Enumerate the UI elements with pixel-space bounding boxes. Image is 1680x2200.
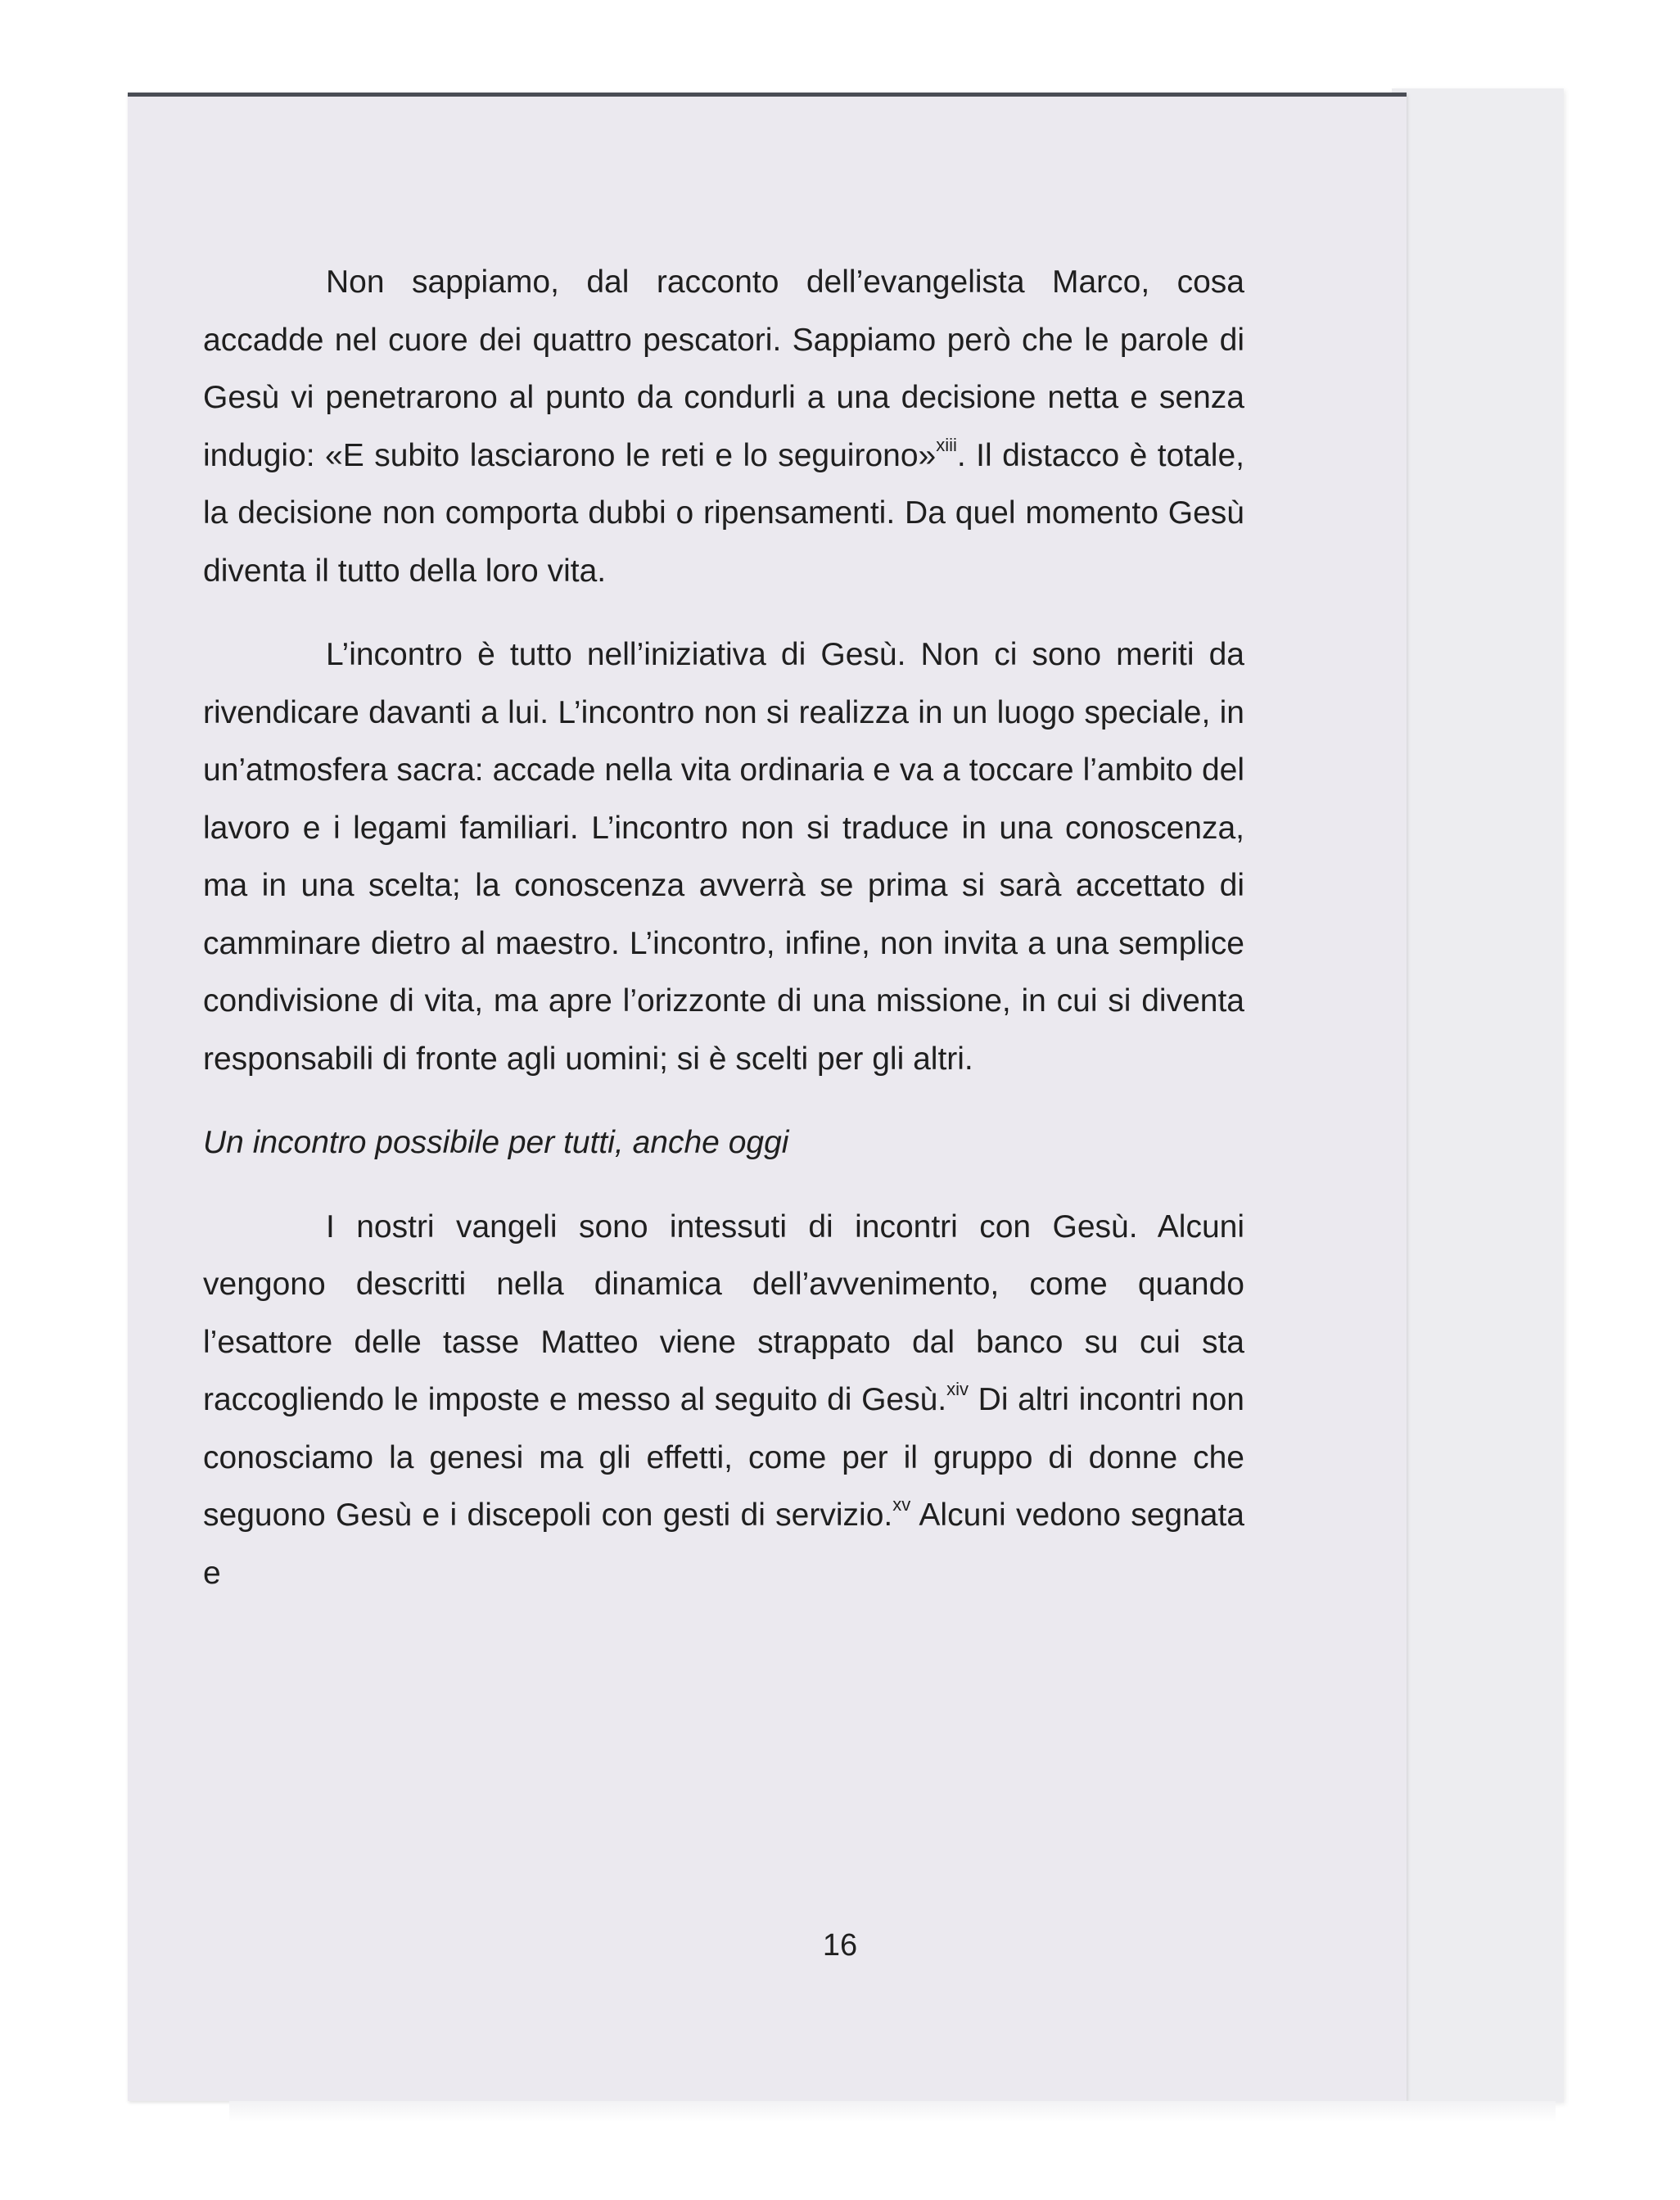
paragraph-3-part1: I nostri vangeli sono intessuti di incontri con Gesù. Alcuni vengono descritti nella dinamica dell’avvenimento, come quando l’esattore delle tasse Matteo viene strappato dal banco su cui sta raccogliendo le imposte e messo al seguito di Gesù. (203, 1208, 1244, 1417)
paragraph-1 (203, 254, 1244, 600)
paragraph-1-text: Non sappiamo, dal racconto dell’evangelista Marco, cosa accadde nel cuore dei quattro pescatori. Sappiamo però che le parole di Gesù vi penetrarono al punto da condurli a una decisione netta e senza indugio: «E subito lasciarono le reti e lo seguirono» (203, 264, 1244, 473)
back-sheet (1392, 88, 1564, 2103)
footnote-ref-xiv: xiv (946, 1379, 969, 1399)
section-heading: Un incontro possibile per tutti, anche oggi (203, 1125, 789, 1160)
paragraph-3 (203, 1199, 1244, 1603)
paragraph-3-part3: Alcuni vedono segnata e (203, 1498, 1244, 1591)
paragraph-1-tail: . Il distacco è totale, la decisione non comporta dubbi o ripensamenti. Da quel momento Gesù diventa il tutto della loro vita. (203, 437, 1244, 589)
paragraph-2 (203, 626, 1244, 1088)
paragraph-3-part2: Di altri incontri non conosciamo la genesi ma gli effetti, come per il gruppo di donne che seguono Gesù e i discepoli con gesti di servizio. (203, 1382, 1244, 1533)
footnote-ref-xv: xv (892, 1494, 911, 1515)
paragraph-2-text: L’incontro è tutto nell’iniziativa di Gesù. Non ci sono meriti da rivendicare davanti a lui. L’incontro non si realizza in un luogo speciale, in un’atmosfera sacra: accade nella vita ordinaria e va a toccare l’ambito del lavoro e i legami familiari. L’incontro non si traduce in una conoscenza, ma in una scelta; la conoscenza avverrà se prima si sarà accettato di camminare dietro al maestro. L’incontro, infine, non invita a una semplice condivisione di vita, ma apre l’orizzonte di una missione, in cui si diventa responsabili di fronte agli uomini; si è scelti per gli altri. (203, 637, 1244, 1077)
page-number: 16 (822, 1928, 858, 1963)
footnote-ref-xiii: xiii (936, 434, 957, 455)
page-content (203, 254, 1244, 1602)
page-shadow (229, 2101, 1556, 2122)
